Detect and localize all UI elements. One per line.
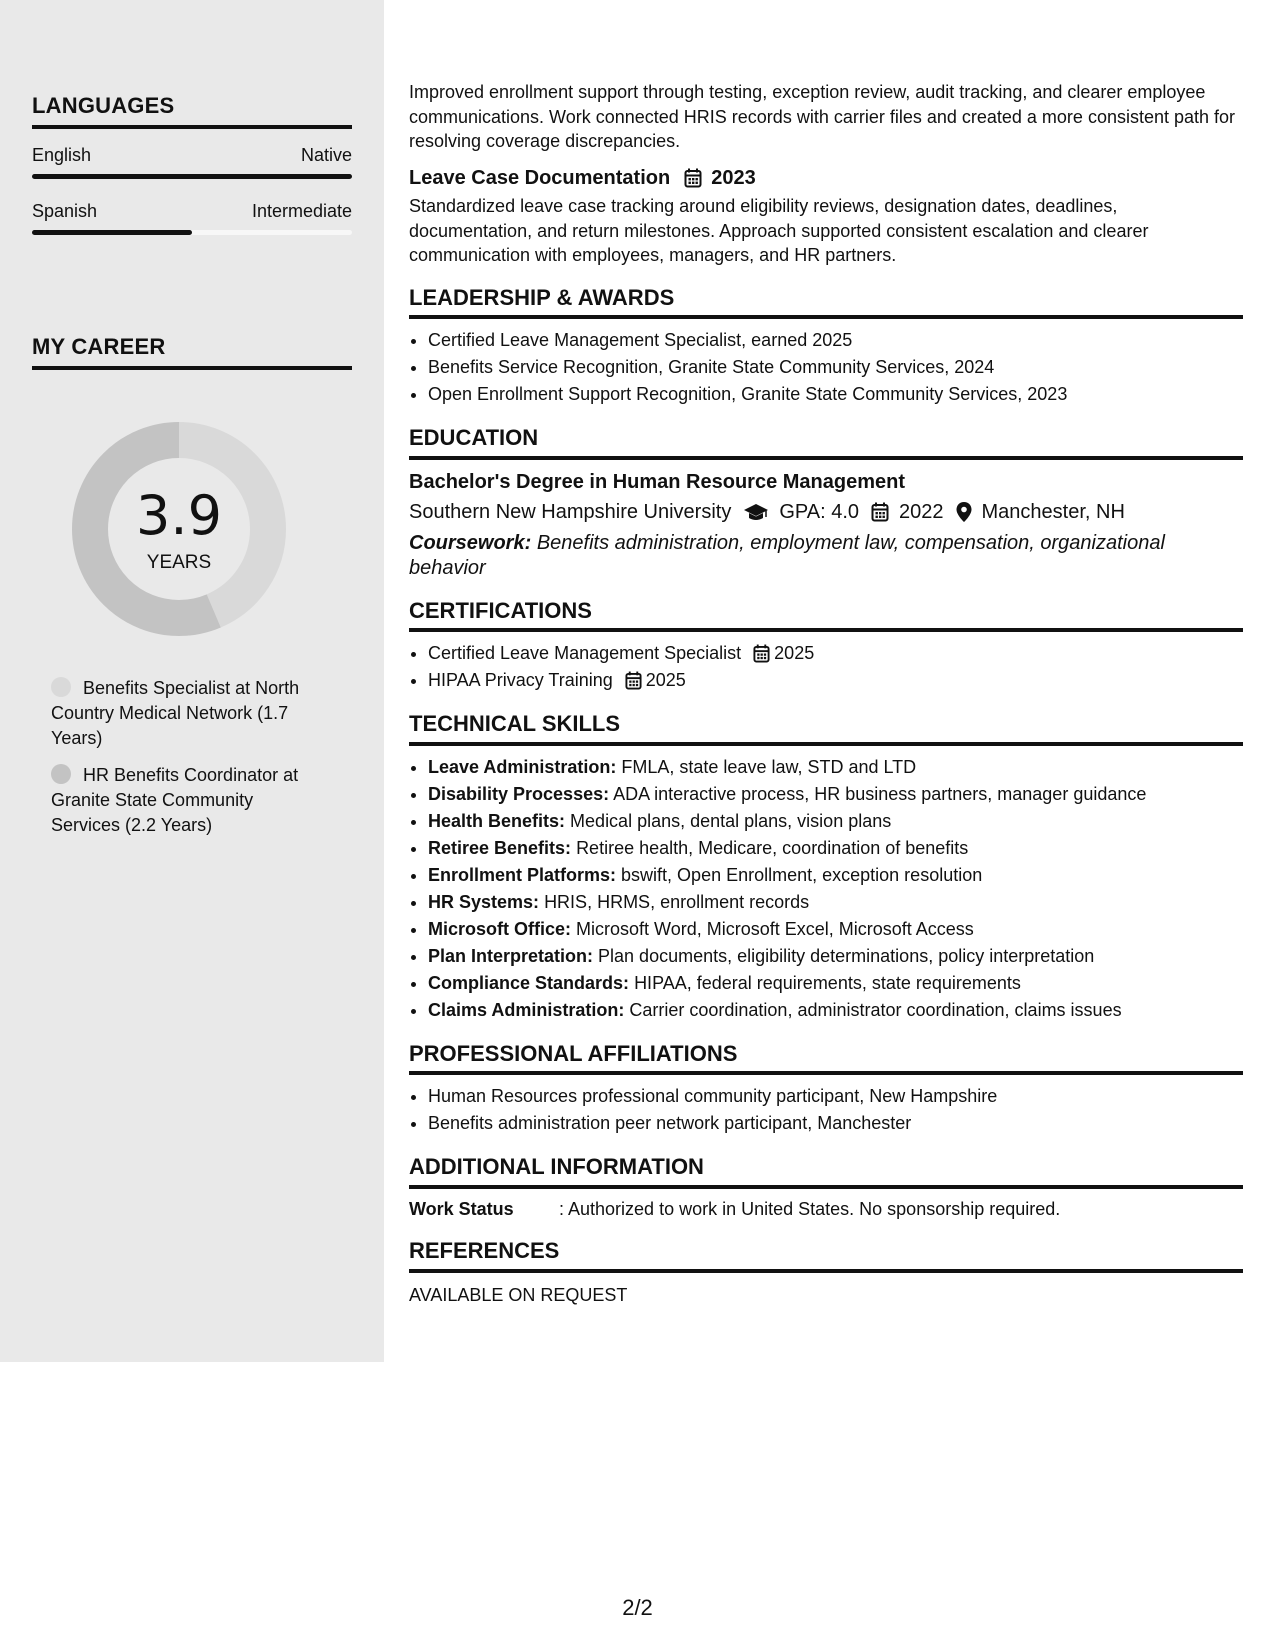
skill-value: ADA interactive process, HR business partners, manager guidance [613,783,1147,804]
skill-label: Retiree Benefits: [428,837,572,858]
work-status-value: : Authorized to work in United States. No sponsorship required. [559,1198,1061,1219]
additional-info-heading: ADDITIONAL INFORMATION [409,1155,1243,1189]
technical-skills-heading: TECHNICAL SKILLS [409,712,1243,746]
education-heading: EDUCATION [409,426,1243,460]
list-item: • Open Enrollment Support Recognition, Granite State Community Services, 2023 [428,381,1243,408]
language-level: Native [300,145,352,165]
graduation-year: 2022 [899,501,944,523]
language-proficiency-fill [32,230,192,235]
skill-item [428,916,1243,943]
career-legend [51,676,321,850]
language-item-spanish [32,201,352,235]
skill-item [428,835,1243,862]
language-level: Intermediate [251,201,352,221]
certification-item [428,667,1243,694]
coursework [409,531,1243,581]
skill-label: Disability Processes: [428,783,610,804]
project-title: Leave Case Documentation [409,166,671,189]
certification-year: 2025 [645,670,686,690]
skill-value: FMLA, state leave law, STD and LTD [621,756,917,777]
legend-dot [51,677,71,697]
certification-name: • HIPAA Privacy Training [428,670,613,690]
page-number: 2/2 [622,1595,653,1620]
references-heading: REFERENCES [409,1239,1243,1273]
languages-section [32,93,352,235]
language-name: English [32,145,92,165]
career-heading: MY CAREER [32,334,352,370]
degree-title: Bachelor's Degree in Human Resource Management [409,470,906,493]
list-item: • Benefits administration peer network participant, Manchester [428,1110,1243,1137]
graduation-cap-icon [743,502,769,522]
affiliations-heading: PROFESSIONAL AFFILIATIONS [409,1042,1243,1076]
main-content [409,80,1243,1307]
skill-item [428,970,1243,997]
coursework-label: Coursework: [409,531,532,554]
career-item-label: Benefits Specialist at North Country Medical Network (1.7 Years) [51,678,300,748]
affiliations-list [409,1083,1243,1137]
certifications-list [409,640,1243,694]
language-proficiency-fill [32,174,352,179]
skill-label: Compliance Standards: [428,972,630,993]
skill-value: Medical plans, dental plans, vision plans [570,810,892,831]
skill-label: Enrollment Platforms: [428,864,617,885]
language-item-english [32,145,352,179]
skill-label: Health Benefits: [428,810,566,831]
skill-item [428,889,1243,916]
skill-label: Microsoft Office: [428,918,572,939]
skill-value: HIPAA, federal requirements, state requirements [634,972,1021,993]
leadership-heading: LEADERSHIP & AWARDS [409,286,1243,320]
language-proficiency-bar [32,230,352,235]
list-item: • Certified Leave Management Specialist, earned 2025 [428,327,1243,354]
calendar-icon [684,168,702,188]
project-description: Standardized leave case tracking around eligibility reviews, designation dates, deadlines, documentation, and return milestones. Approach supported consistent escalation and clearer communication with employees, managers, and HR partners. [409,196,1149,265]
school-location: Manchester, NH [981,501,1125,523]
skill-item [428,808,1243,835]
skill-value: Carrier coordination, administrator coordination, claims issues [629,999,1122,1020]
work-status-row [409,1197,1243,1222]
coursework-text: Benefits administration, employment law, compensation, organizational behavior [409,531,1165,579]
language-proficiency-bar [32,174,352,179]
skills-list [409,754,1243,1024]
skill-value: Plan documents, eligibility determinations, policy interpretation [598,945,1095,966]
certifications-heading: CERTIFICATIONS [409,599,1243,633]
skill-value: Microsoft Word, Microsoft Excel, Microsoft Access [576,918,974,939]
references-text: AVAILABLE ON REQUEST [409,1284,628,1305]
languages-heading: LANGUAGES [32,93,352,129]
skill-label: Plan Interpretation: [428,945,594,966]
certification-name: • Certified Leave Management Specialist [428,643,742,663]
skill-item [428,862,1243,889]
skill-item [428,781,1243,808]
career-donut-chart [64,414,294,644]
language-name: Spanish [32,201,98,221]
sidebar [0,0,384,1362]
experience-intro-text: Improved enrollment support through testing, exception review, audit tracking, and clearer employee communications. Work connected HRIS records with carrier files and created a more consistent path for resolving coverage discrepancies. [409,82,1236,151]
skill-value: Retiree health, Medicare, coordination of benefits [576,837,969,858]
location-pin-icon [956,502,972,522]
education-details [409,500,1243,525]
skill-label: Claims Administration: [428,999,625,1020]
calendar-icon [625,671,642,690]
calendar-icon [871,502,889,522]
legend-dot [51,764,71,784]
leadership-list [409,327,1243,408]
career-total-years: 3.9 [136,484,222,547]
list-item: • Human Resources professional community participant, New Hampshire [428,1083,1243,1110]
skill-label: Leave Administration: [428,756,617,777]
skill-value: HRIS, HRMS, enrollment records [544,891,810,912]
skill-item [428,997,1243,1024]
skill-item [428,943,1243,970]
career-section [32,334,352,370]
career-item-label: HR Benefits Coordinator at Granite State Community Services (2.2 Years) [51,765,299,835]
skill-item [428,754,1243,781]
certification-item [428,640,1243,667]
list-item: • Benefits Service Recognition, Granite State Community Services, 2024 [428,354,1243,381]
skill-label: HR Systems: [428,891,540,912]
project-title-row [409,166,1243,191]
school-name: Southern New Hampshire University [409,501,732,523]
career-legend-item [51,763,321,838]
calendar-icon [753,644,770,663]
certification-year: 2025 [774,643,815,663]
career-legend-item [51,676,321,751]
project-year: 2023 [711,166,756,189]
gpa: GPA: 4.0 [779,501,860,523]
work-status-label: Work Status [409,1198,514,1219]
career-years-label: YEARS [146,552,212,573]
skill-value: bswift, Open Enrollment, exception resolution [621,864,983,885]
